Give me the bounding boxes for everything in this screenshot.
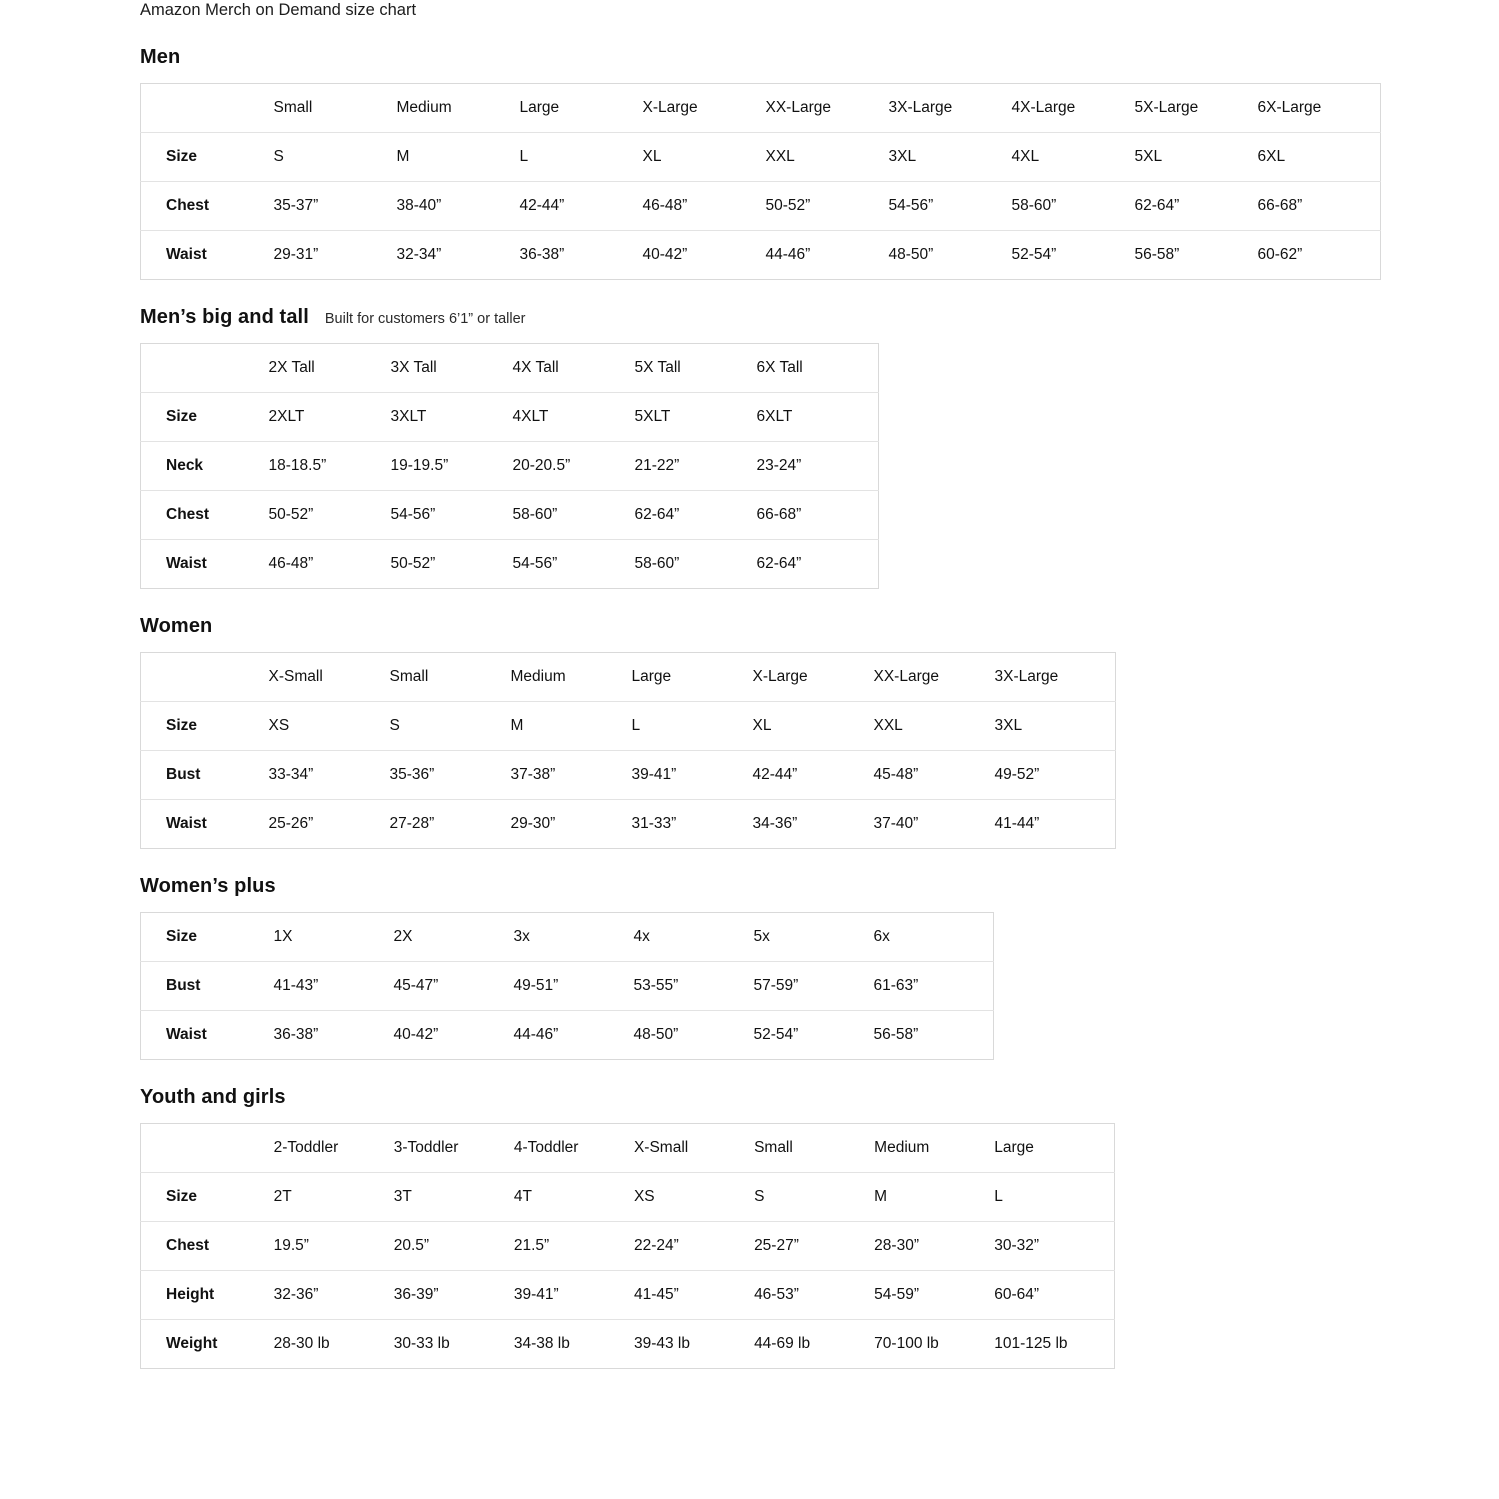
- table-cell: 46-53”: [754, 1271, 874, 1320]
- table-cell: 41-44”: [995, 800, 1116, 849]
- column-header: 4X Tall: [513, 344, 635, 393]
- table-corner-cell: [141, 84, 274, 133]
- table-cell: 36-38”: [520, 231, 643, 280]
- column-header: X-Large: [753, 653, 874, 702]
- column-header: 5X-Large: [1135, 84, 1258, 133]
- table-cell: 5XL: [1135, 133, 1258, 182]
- table-cell: XS: [269, 702, 390, 751]
- table-cell: 22-24”: [634, 1222, 754, 1271]
- table-corner-cell: [141, 344, 269, 393]
- table-row: [141, 231, 1381, 280]
- row-header: Size: [141, 913, 274, 962]
- table-cell: 58-60”: [1012, 182, 1135, 231]
- section-women: [140, 615, 1499, 849]
- table-cell: XXL: [874, 702, 995, 751]
- table-cell: 40-42”: [394, 1011, 514, 1060]
- table-cell: 30-33 lb: [394, 1320, 514, 1369]
- table-cell: S: [274, 133, 397, 182]
- table-cell: 37-38”: [511, 751, 632, 800]
- table-cell: 45-48”: [874, 751, 995, 800]
- column-header: X-Small: [634, 1124, 754, 1173]
- table-cell: XXL: [766, 133, 889, 182]
- table-corner-cell: [141, 653, 269, 702]
- table-cell: 39-43 lb: [634, 1320, 754, 1369]
- table-cell: 57-59”: [754, 962, 874, 1011]
- table-cell: 54-56”: [889, 182, 1012, 231]
- table-cell: 58-60”: [635, 540, 757, 589]
- table-cell: 33-34”: [269, 751, 390, 800]
- column-header: Large: [994, 1124, 1114, 1173]
- table-cell: 62-64”: [635, 491, 757, 540]
- table-cell: 54-59”: [874, 1271, 994, 1320]
- table-header-row: [141, 84, 1381, 133]
- size-table-womens-plus: [140, 912, 994, 1060]
- column-header: 4-Toddler: [514, 1124, 634, 1173]
- table-cell: 62-64”: [757, 540, 879, 589]
- table-cell: S: [754, 1173, 874, 1222]
- table-cell: 66-68”: [1258, 182, 1381, 231]
- section-header: [140, 1086, 1499, 1109]
- row-header: Chest: [141, 491, 269, 540]
- table-cell: 5x: [754, 913, 874, 962]
- table-row: [141, 442, 879, 491]
- table-cell: 50-52”: [766, 182, 889, 231]
- row-header: Waist: [141, 1011, 274, 1060]
- table-cell: 29-30”: [511, 800, 632, 849]
- table-cell: XS: [634, 1173, 754, 1222]
- table-cell: 6XL: [1258, 133, 1381, 182]
- table-cell: 34-38 lb: [514, 1320, 634, 1369]
- size-table-youth-and-girls: [140, 1123, 1115, 1369]
- column-header: 3X Tall: [391, 344, 513, 393]
- table-cell: 2X: [394, 913, 514, 962]
- row-header: Waist: [141, 800, 269, 849]
- table-cell: 18-18.5”: [269, 442, 391, 491]
- section-mens-big-and-tall: [140, 306, 1499, 589]
- column-header: XX-Large: [874, 653, 995, 702]
- column-header: Large: [632, 653, 753, 702]
- column-header: Small: [390, 653, 511, 702]
- row-header: Chest: [141, 182, 274, 231]
- table-cell: 32-36”: [274, 1271, 394, 1320]
- table-cell: 48-50”: [634, 1011, 754, 1060]
- section-men: [140, 46, 1499, 280]
- table-cell: M: [511, 702, 632, 751]
- section-title: Men’s big and tall: [140, 306, 309, 328]
- table-cell: 30-32”: [994, 1222, 1114, 1271]
- column-header: 3-Toddler: [394, 1124, 514, 1173]
- table-cell: 41-43”: [274, 962, 394, 1011]
- table-cell: 3T: [394, 1173, 514, 1222]
- row-header: Chest: [141, 1222, 274, 1271]
- table-cell: 19-19.5”: [391, 442, 513, 491]
- table-cell: 54-56”: [513, 540, 635, 589]
- column-header: X-Large: [643, 84, 766, 133]
- table-cell: 21.5”: [514, 1222, 634, 1271]
- table-cell: 66-68”: [757, 491, 879, 540]
- table-header-row: [141, 344, 879, 393]
- row-header: Bust: [141, 962, 274, 1011]
- table-cell: 2XLT: [269, 393, 391, 442]
- table-cell: 38-40”: [397, 182, 520, 231]
- table-cell: 6XLT: [757, 393, 879, 442]
- table-cell: 49-51”: [514, 962, 634, 1011]
- table-cell: 56-58”: [874, 1011, 994, 1060]
- table-cell: 6x: [874, 913, 994, 962]
- table-cell: 35-36”: [390, 751, 511, 800]
- table-header-row: [141, 1124, 1115, 1173]
- row-header: Weight: [141, 1320, 274, 1369]
- table-cell: 45-47”: [394, 962, 514, 1011]
- section-header: [140, 306, 1499, 329]
- table-row: [141, 1011, 994, 1060]
- section-title: Women: [140, 615, 213, 637]
- section-header: [140, 875, 1499, 898]
- table-cell: 36-38”: [274, 1011, 394, 1060]
- table-cell: XL: [643, 133, 766, 182]
- row-header: Height: [141, 1271, 274, 1320]
- table-cell: 44-69 lb: [754, 1320, 874, 1369]
- table-cell: 48-50”: [889, 231, 1012, 280]
- section-title: Men: [140, 46, 181, 68]
- table-cell: 44-46”: [514, 1011, 634, 1060]
- table-cell: 50-52”: [269, 491, 391, 540]
- table-cell: 60-62”: [1258, 231, 1381, 280]
- column-header: Medium: [397, 84, 520, 133]
- row-header: Size: [141, 393, 269, 442]
- table-row: [141, 133, 1381, 182]
- table-cell: 29-31”: [274, 231, 397, 280]
- table-cell: L: [520, 133, 643, 182]
- table-cell: 2T: [274, 1173, 394, 1222]
- table-row: [141, 491, 879, 540]
- column-header: 3X-Large: [995, 653, 1116, 702]
- column-header: 6X Tall: [757, 344, 879, 393]
- column-header: 2-Toddler: [274, 1124, 394, 1173]
- table-cell: 49-52”: [995, 751, 1116, 800]
- table-cell: 23-24”: [757, 442, 879, 491]
- table-cell: 3XL: [995, 702, 1116, 751]
- table-cell: 53-55”: [634, 962, 754, 1011]
- table-cell: 5XLT: [635, 393, 757, 442]
- table-cell: 42-44”: [753, 751, 874, 800]
- table-cell: 20.5”: [394, 1222, 514, 1271]
- table-cell: 3XLT: [391, 393, 513, 442]
- table-cell: 21-22”: [635, 442, 757, 491]
- table-row: [141, 962, 994, 1011]
- table-cell: 3x: [514, 913, 634, 962]
- table-cell: 39-41”: [632, 751, 753, 800]
- size-table-women: [140, 652, 1116, 849]
- table-cell: 41-45”: [634, 1271, 754, 1320]
- section-note: Built for customers 6’1” or taller: [324, 311, 526, 327]
- table-cell: 25-27”: [754, 1222, 874, 1271]
- column-header: XX-Large: [766, 84, 889, 133]
- table-cell: 1X: [274, 913, 394, 962]
- row-header: Size: [141, 133, 274, 182]
- table-header-row: [141, 653, 1116, 702]
- column-header: X-Small: [269, 653, 390, 702]
- table-cell: 25-26”: [269, 800, 390, 849]
- table-cell: 50-52”: [391, 540, 513, 589]
- table-row: [141, 1320, 1115, 1369]
- size-table-men: [140, 83, 1381, 280]
- table-cell: 56-58”: [1135, 231, 1258, 280]
- table-cell: L: [994, 1173, 1114, 1222]
- table-cell: 32-34”: [397, 231, 520, 280]
- table-cell: M: [397, 133, 520, 182]
- column-header: Small: [754, 1124, 874, 1173]
- table-cell: XL: [753, 702, 874, 751]
- table-cell: L: [632, 702, 753, 751]
- column-header: 5X Tall: [635, 344, 757, 393]
- row-header: Waist: [141, 231, 274, 280]
- table-cell: 28-30 lb: [274, 1320, 394, 1369]
- table-cell: 36-39”: [394, 1271, 514, 1320]
- table-cell: 58-60”: [513, 491, 635, 540]
- table-cell: M: [874, 1173, 994, 1222]
- table-cell: 28-30”: [874, 1222, 994, 1271]
- table-row: [141, 393, 879, 442]
- section-title: Women’s plus: [140, 875, 276, 897]
- table-cell: 52-54”: [754, 1011, 874, 1060]
- table-cell: 31-33”: [632, 800, 753, 849]
- column-header: 4X-Large: [1012, 84, 1135, 133]
- page-title: Amazon Merch on Demand size chart: [140, 1, 417, 19]
- table-cell: 4T: [514, 1173, 634, 1222]
- row-header: Size: [141, 1173, 274, 1222]
- table-cell: 70-100 lb: [874, 1320, 994, 1369]
- column-header: 2X Tall: [269, 344, 391, 393]
- table-row: [141, 540, 879, 589]
- table-cell: 61-63”: [874, 962, 994, 1011]
- table-corner-cell: [141, 1124, 274, 1173]
- size-table-mens-big-and-tall: [140, 343, 879, 589]
- table-cell: 34-36”: [753, 800, 874, 849]
- row-header: Neck: [141, 442, 269, 491]
- row-header: Size: [141, 702, 269, 751]
- table-cell: 4XL: [1012, 133, 1135, 182]
- table-cell: 52-54”: [1012, 231, 1135, 280]
- table-row: [141, 1271, 1115, 1320]
- table-cell: 3XL: [889, 133, 1012, 182]
- table-cell: 20-20.5”: [513, 442, 635, 491]
- table-cell: 39-41”: [514, 1271, 634, 1320]
- table-row: [141, 182, 1381, 231]
- table-cell: 4x: [634, 913, 754, 962]
- table-cell: 40-42”: [643, 231, 766, 280]
- section-title: Youth and girls: [140, 1086, 286, 1108]
- table-cell: 101-125 lb: [994, 1320, 1114, 1369]
- section-header: [140, 46, 1499, 69]
- table-row: [141, 1173, 1115, 1222]
- table-cell: 44-46”: [766, 231, 889, 280]
- column-header: 6X-Large: [1258, 84, 1381, 133]
- table-cell: 46-48”: [643, 182, 766, 231]
- table-cell: 42-44”: [520, 182, 643, 231]
- section-header: [140, 615, 1499, 638]
- row-header: Bust: [141, 751, 269, 800]
- table-cell: 62-64”: [1135, 182, 1258, 231]
- table-row: [141, 702, 1116, 751]
- sections-container: [140, 46, 1499, 1369]
- table-cell: S: [390, 702, 511, 751]
- column-header: Medium: [511, 653, 632, 702]
- section-womens-plus: [140, 875, 1499, 1060]
- table-cell: 60-64”: [994, 1271, 1114, 1320]
- table-cell: 37-40”: [874, 800, 995, 849]
- row-header: Waist: [141, 540, 269, 589]
- table-cell: 19.5”: [274, 1222, 394, 1271]
- section-youth-and-girls: [140, 1086, 1499, 1369]
- table-row: [141, 913, 994, 962]
- table-row: [141, 751, 1116, 800]
- table-cell: 27-28”: [390, 800, 511, 849]
- table-cell: 35-37”: [274, 182, 397, 231]
- table-cell: 46-48”: [269, 540, 391, 589]
- table-row: [141, 1222, 1115, 1271]
- column-header: Medium: [874, 1124, 994, 1173]
- table-row: [141, 800, 1116, 849]
- table-cell: 54-56”: [391, 491, 513, 540]
- table-cell: 4XLT: [513, 393, 635, 442]
- column-header: 3X-Large: [889, 84, 1012, 133]
- column-header: Large: [520, 84, 643, 133]
- column-header: Small: [274, 84, 397, 133]
